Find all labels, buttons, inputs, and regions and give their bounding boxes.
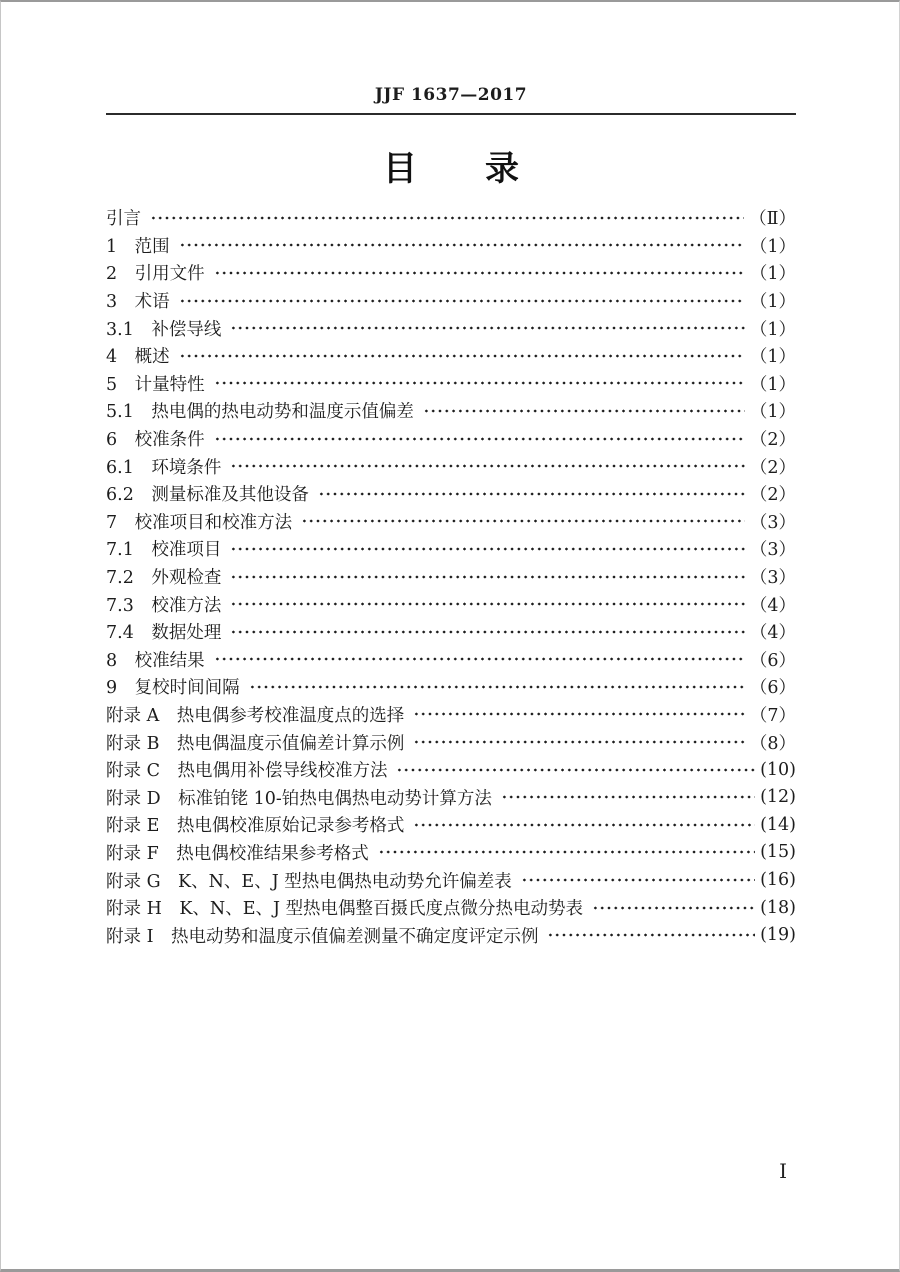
toc-entry-label: 引言	[106, 209, 141, 230]
toc-entry	[106, 425, 796, 453]
toc-entry	[106, 783, 796, 811]
toc-entry-label: 7.3 校准方法	[106, 595, 222, 616]
toc-dot-leader	[214, 259, 745, 287]
toc-page-number: （1）	[749, 347, 796, 368]
toc-entry	[106, 673, 796, 701]
toc-list	[106, 204, 796, 949]
toc-dot-leader	[214, 646, 745, 674]
toc-page-number: （6）	[749, 650, 796, 671]
toc-entry	[106, 480, 796, 508]
toc-page-number: （4）	[749, 623, 796, 644]
toc-entry-label: 7.4 数据处理	[106, 623, 222, 644]
toc-dot-leader	[249, 673, 745, 701]
toc-page-number: （2）	[749, 430, 796, 451]
toc-dot-leader	[150, 204, 744, 232]
toc-page-number: （8）	[749, 733, 796, 754]
toc-entry	[106, 811, 796, 839]
toc-entry-label: 附录 F 热电偶校准结果参考格式	[106, 843, 369, 864]
page-content	[106, 2, 796, 949]
toc-page-number: （3）	[749, 512, 796, 533]
footer-page-number: Ⅰ	[779, 1159, 787, 1183]
toc-entry-label: 附录 H K、N、E、J 型热电偶整百摄氏度点微分热电动势表	[106, 899, 584, 920]
toc-page-number: (15)	[760, 842, 796, 863]
toc-page-number: （3）	[749, 568, 796, 589]
toc-dot-leader	[501, 783, 755, 811]
toc-entry	[106, 314, 796, 342]
document-code-header: JJF 1637—2017	[374, 85, 528, 105]
toc-dot-leader	[214, 370, 745, 398]
toc-entry-label: 5.1 热电偶的热电动势和温度示值偏差	[106, 402, 414, 423]
toc-entry-label: 7 校准项目和校准方法	[106, 512, 293, 533]
toc-entry-label: 7.1 校准项目	[106, 540, 222, 561]
toc-entry-label: 附录 I 热电动势和温度示值偏差测量不确定度评定示例	[106, 926, 539, 947]
toc-dot-leader	[230, 314, 745, 342]
toc-entry-label: 9 复校时间间隔	[106, 678, 240, 699]
toc-page-number: (14)	[760, 814, 796, 835]
toc-entry-label: 附录 A 热电偶参考校准温度点的选择	[106, 705, 405, 726]
toc-page-number: （7）	[749, 705, 796, 726]
toc-page-number: (10)	[760, 759, 796, 780]
toc-dot-leader	[179, 232, 745, 260]
toc-dot-leader	[423, 397, 745, 425]
toc-dot-leader	[547, 921, 755, 949]
toc-entry-label: 附录 E 热电偶校准原始记录参考格式	[106, 816, 405, 837]
toc-entry	[106, 232, 796, 260]
toc-entry	[106, 590, 796, 618]
toc-page-number: (18)	[760, 897, 796, 918]
toc-dot-leader	[413, 811, 755, 839]
toc-dot-leader	[230, 590, 745, 618]
toc-entry-label: 8 校准结果	[106, 650, 205, 671]
toc-entry-label: 附录 G K、N、E、J 型热电偶热电动势允许偏差表	[106, 871, 512, 892]
toc-page-number: （4）	[749, 595, 796, 616]
toc-entry	[106, 618, 796, 646]
toc-entry	[106, 646, 796, 674]
toc-dot-leader	[378, 839, 755, 867]
toc-entry	[106, 342, 796, 370]
toc-page-number: （1）	[749, 292, 796, 313]
toc-dot-leader	[521, 866, 755, 894]
toc-entry	[106, 508, 796, 536]
page-title: 目 录	[383, 149, 519, 189]
toc-page-number: (16)	[760, 870, 796, 891]
toc-entry-label: 7.2 外观检查	[106, 568, 222, 589]
toc-dot-leader	[179, 342, 745, 370]
toc-entry	[106, 701, 796, 729]
toc-page-number: （3）	[749, 540, 796, 561]
toc-entry	[106, 259, 796, 287]
toc-entry	[106, 204, 796, 232]
toc-dot-leader	[230, 535, 745, 563]
toc-dot-leader	[230, 563, 745, 591]
toc-entry	[106, 921, 796, 949]
toc-entry-label: 附录 C 热电偶用补偿导线校准方法	[106, 761, 388, 782]
toc-entry-label: 6.1 环境条件	[106, 457, 222, 478]
toc-entry-label: 6.2 测量标准及其他设备	[106, 485, 309, 506]
toc-entry	[106, 563, 796, 591]
toc-entry-label: 2 引用文件	[106, 264, 205, 285]
header-rule	[106, 113, 796, 115]
toc-dot-leader	[179, 287, 745, 315]
toc-entry	[106, 839, 796, 867]
toc-page-number: （6）	[749, 678, 796, 699]
toc-dot-leader	[592, 894, 755, 922]
toc-page-number: （2）	[749, 457, 796, 478]
toc-page-number: （1）	[749, 374, 796, 395]
toc-entry-label: 4 概述	[106, 347, 170, 368]
toc-page-number: （1）	[749, 236, 796, 257]
toc-page-number: (19)	[760, 925, 796, 946]
toc-dot-leader	[413, 701, 745, 729]
toc-page-number: （1）	[749, 319, 796, 340]
toc-page-number: （1）	[749, 402, 796, 423]
toc-entry	[106, 866, 796, 894]
toc-entry-label: 附录 D 标准铂铑 10-铂热电偶热电动势计算方法	[106, 788, 492, 809]
toc-dot-leader	[230, 452, 745, 480]
toc-entry	[106, 535, 796, 563]
toc-entry-label: 3 术语	[106, 292, 170, 313]
toc-entry-label: 3.1 补偿导线	[106, 319, 222, 340]
toc-entry	[106, 397, 796, 425]
toc-entry-label: 5 计量特性	[106, 374, 205, 395]
toc-entry	[106, 894, 796, 922]
toc-dot-leader	[396, 756, 755, 784]
toc-entry-label: 附录 B 热电偶温度示值偏差计算示例	[106, 733, 405, 754]
toc-entry	[106, 728, 796, 756]
toc-entry	[106, 756, 796, 784]
toc-page-number: （1）	[749, 264, 796, 285]
toc-dot-leader	[413, 728, 744, 756]
toc-entry	[106, 370, 796, 398]
toc-dot-leader	[230, 618, 745, 646]
toc-page-number: (12)	[760, 787, 796, 808]
toc-entry	[106, 452, 796, 480]
toc-page-number: （2）	[749, 485, 796, 506]
toc-dot-leader	[301, 508, 745, 536]
toc-dot-leader	[214, 425, 745, 453]
toc-entry-label: 6 校准条件	[106, 430, 205, 451]
toc-entry-label: 1 范围	[106, 236, 170, 257]
toc-dot-leader	[318, 480, 745, 508]
toc-entry	[106, 287, 796, 315]
toc-page-number: （Ⅱ）	[749, 209, 796, 230]
